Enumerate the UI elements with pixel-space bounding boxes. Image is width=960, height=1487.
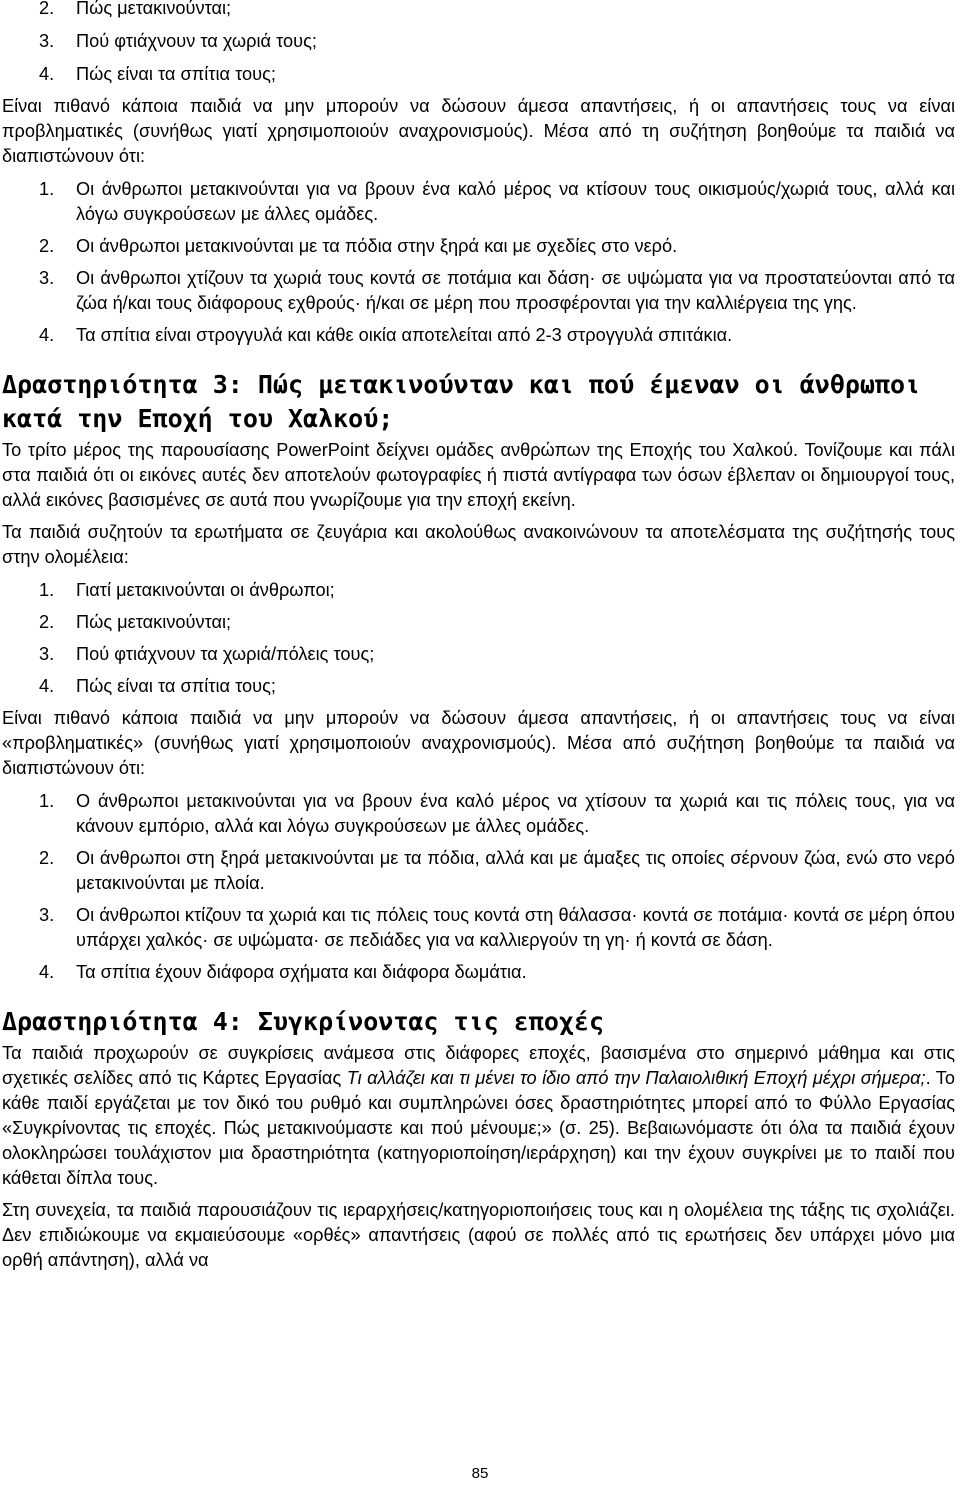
list-number: 2. [39,236,55,256]
list-number: 2. [39,0,55,18]
list-number: 1. [39,580,55,600]
list-text: Οι άνθρωποι κτίζουν τα χωριά και τις πόλεις τους κοντά στη θάλασσα· κοντά σε ποτάμια· κοντά σε μέρη όπου υπάρχει χαλκός· σε υψώματα· σε πεδιάδες για να καλλιεργούν τη γη· ή κοντά σε δάση. [76,905,955,950]
list-text: Πώς μετακινούνται; [76,0,232,18]
list-text: Πού φτιάχνουν τα χωριά τους; [76,31,317,51]
list-item [2,789,955,839]
list-item [2,846,955,896]
list-item [2,62,955,87]
question-list-1 [2,0,955,87]
list-item [2,674,955,699]
paragraph: Είναι πιθανό κάποια παιδιά να μην μπορούν να δώσουν άμεσα απαντήσεις, ή οι απαντήσεις τους να είναι προβληματικές (συνήθως γιατί χρησιμοποιούν αναχρονισμούς). Μέσα από τη συζήτηση βοηθούμε τα παιδιά να διαπιστώνουν ότι: [2,96,955,166]
list-item [2,234,955,259]
section-heading: Δραστηριότητα 3: Πώς μετακινούνταν και πού έμεναν οι άνθρωποι κατά την Εποχή του Χαλκού; [2,370,921,433]
list-number: 2. [39,848,55,868]
list-item [2,177,955,227]
question-list-2 [2,578,955,699]
list-number: 1. [39,791,55,811]
section-heading: Δραστηριότητα 4: Συγκρίνοντας τις εποχές [2,1007,605,1036]
list-item [2,266,955,316]
list-number: 4. [39,676,55,696]
list-text: Οι άνθρωποι στη ξηρά μετακινούνται με τα πόδια, αλλά και με άμαξες τις οποίες σέρνουν ζώα, ενώ στο νερό μετακινούνται με πλοία. [76,848,955,893]
list-text: Γιατί μετακινούνται οι άνθρωποι; [76,580,335,600]
list-text: Πώς μετακινούνται; [76,612,232,632]
paragraph-text: Τα παιδιά προχωρούν σε συγκρίσεις ανάμεσα στις διάφορες εποχές, βασισμένα στο σημερινό μάθημα και στις σχετικές σελίδες από τις Κάρτες Εργασίας [2,1043,955,1088]
list-text: Τα σπίτια είναι στρογγυλά και κάθε οικία αποτελείται από 2-3 στρογγυλά σπιτάκια. [76,325,733,345]
list-number: 4. [39,962,55,982]
list-text: Τα σπίτια έχουν διάφορα σχήματα και διάφορα δωμάτια. [76,962,527,982]
paragraph: Είναι πιθανό κάποια παιδιά να μην μπορούν να δώσουν άμεσα απαντήσεις, ή οι απαντήσεις τους να είναι «προβληματικές» (συνήθως γιατί χρησιμοποιούν αναχρονισμούς). Μέσα από συζήτηση βοηθούμε τα παιδιά να διαπιστώνουν ότι: [2,708,955,778]
list-text: Ο άνθρωποι μετακινούνται για να βρουν ένα καλό μέρος να χτίσουν τα χωριά και τις πόλεις τους, για να κάνουν εμπόριο, αλλά και λόγω συγκρούσεων με άλλες ομάδες. [76,791,955,836]
page-number: 85 [471,1465,489,1482]
list-item [2,0,955,21]
list-text: Οι άνθρωποι μετακινούνται με τα πόδια στην ξηρά και με σχεδίες στο νερό. [76,236,678,256]
paragraph [2,1041,955,1191]
list-item [2,29,955,54]
list-text: Οι άνθρωποι μετακινούνται για να βρουν ένα καλό μέρος να κτίσουν τους οικισμούς/χωριά τους, αλλά και λόγω συγκρούσεων με άλλες ομάδες. [76,179,955,224]
worksheet-title: Τι αλλάζει και τι μένει το ίδιο από την Παλαιολιθική Εποχή μέχρι σήμερα; [346,1068,926,1088]
list-number: 4. [39,64,55,84]
paragraph-text: . Το κάθε παιδί εργάζεται με τον δικό του ρυθμό και συμπληρώνει όσες δραστηριότητες μπορεί από το Φύλλο Εργασίας «Συγκρίνοντας τις εποχές. Πώς μετακινούμαστε και πού μένουμε;» (σ. 25). Βεβαιωνόμαστε ότι όλα τα παιδιά έχουν ολοκληρώσει τουλάχιστον μια δραστηριότητα (κατηγοριοποίηση/ιεράρχηση) και την έχουν συγκρίνει με το παιδί που κάθεται δίπλα τους. [2,1068,955,1188]
page-content [2,0,955,1273]
list-text: Πώς είναι τα σπίτια τους; [76,676,276,696]
list-item [2,642,955,667]
list-number: 2. [39,612,55,632]
paragraph: Τα παιδιά συζητούν τα ερωτήματα σε ζευγάρια και ακολούθως ανακοινώνουν τα αποτελέσματα της συζήτησής τους στην ολομέλεια: [2,522,955,567]
list-item [2,323,955,348]
list-number: 4. [39,325,55,345]
list-text: Πού φτιάχνουν τα χωριά/πόλεις τους; [76,644,375,664]
list-number: 3. [39,905,55,925]
finding-list-1 [2,177,955,348]
list-text: Οι άνθρωποι χτίζουν τα χωριά τους κοντά σε ποτάμια και δάση· σε υψώματα για να προστατεύονται από τα ζώα ή/και τους διάφορους εχθρούς· ή/και σε μέρη που προσφέρονται για την καλλιέργεια της γης. [76,268,955,313]
list-number: 3. [39,644,55,664]
finding-list-2 [2,789,955,985]
list-item [2,610,955,635]
list-item [2,903,955,953]
list-number: 3. [39,268,55,288]
paragraph: Το τρίτο μέρος της παρουσίασης PowerPoint δείχνει ομάδες ανθρώπων της Εποχής του Χαλκού. Τονίζουμε και πάλι στα παιδιά ότι οι εικόνες αυτές δεν αποτελούν φωτογραφίες ή πιστά αντίγραφα των όσων έβλεπαν οι δημιουργοί τους, αλλά εικόνες βασισμένες σε αυτά που γνωρίζουμε για την εποχή εκείνη. [2,440,955,510]
list-item [2,960,955,985]
list-item [2,578,955,603]
list-number: 1. [39,179,55,199]
list-number: 3. [39,31,55,51]
paragraph: Στη συνεχεία, τα παιδιά παρουσιάζουν τις ιεραρχήσεις/κατηγοριοποιήσεις τους και η ολομέλεια της τάξης τις σχολιάζει. Δεν επιδιώκουμε να εκμαιεύσουμε «ορθές» απαντήσεις (αφού σε πολλές από τις ερωτήσεις δεν υπάρχει μόνο μια ορθή απάντηση), αλλά να [2,1200,955,1270]
list-text: Πώς είναι τα σπίτια τους; [76,64,276,84]
